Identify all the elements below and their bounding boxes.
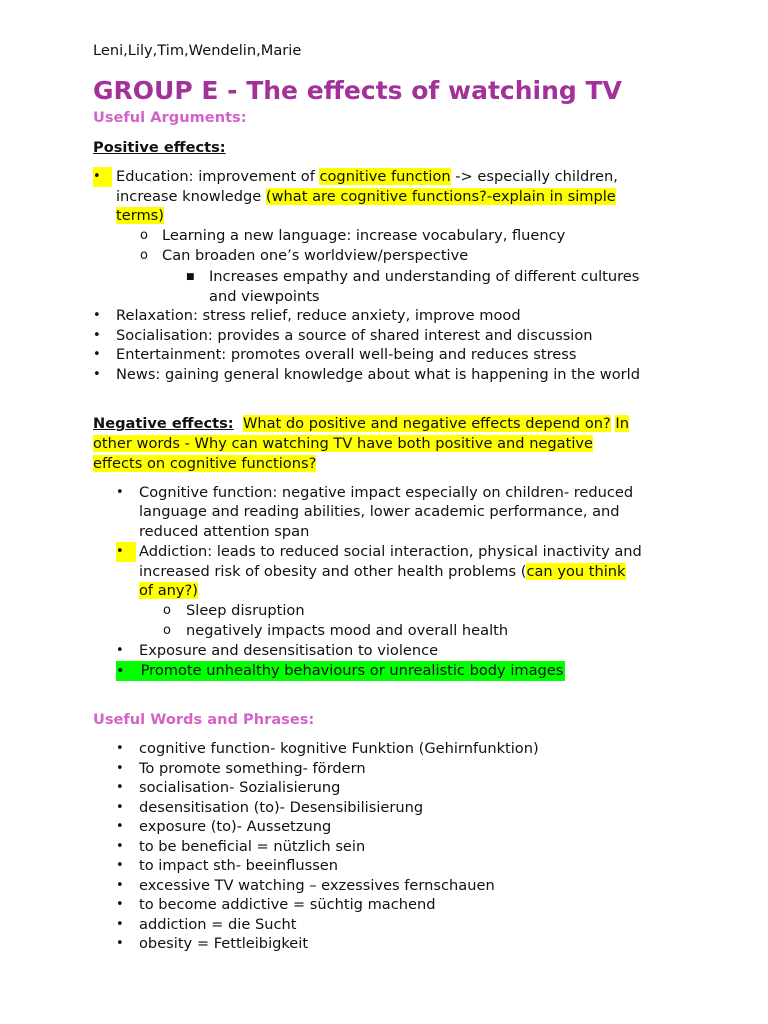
bullet: • bbox=[116, 819, 124, 834]
negative-cognitive-1: Cognitive function: negative impact especially on children- reduced bbox=[139, 484, 634, 501]
sub-bullet-o: o bbox=[140, 228, 148, 243]
education-line-3 bbox=[116, 206, 164, 226]
sub-item-worldview: Can broaden one’s worldview/perspective bbox=[162, 247, 469, 264]
positive-item-relaxation: Relaxation: stress relief, reduce anxiety, improve mood bbox=[116, 307, 521, 324]
negative-promote-highlighted bbox=[116, 661, 565, 681]
negative-cognitive-3: reduced attention span bbox=[139, 523, 310, 540]
education-line-2 bbox=[116, 187, 616, 207]
education-text-2: increase knowledge bbox=[116, 188, 266, 205]
bullet: • bbox=[93, 367, 101, 382]
bullet: • bbox=[93, 347, 101, 362]
sub-item-sleep: Sleep disruption bbox=[186, 602, 305, 619]
word-item: cognitive function- kognitive Funktion (Gehirnfunktion) bbox=[139, 740, 539, 757]
highlight-question-depend: What do positive and negative effects depend on? bbox=[242, 415, 611, 432]
education-text: Education: improvement of bbox=[116, 168, 320, 185]
highlight-in: In bbox=[615, 415, 629, 432]
bullet-addiction: • bbox=[116, 542, 136, 562]
subsub-item-empathy-2: and viewpoints bbox=[209, 288, 320, 305]
sub-bullet-o: o bbox=[163, 603, 171, 618]
negative-exposure: Exposure and desensitisation to violence bbox=[139, 642, 439, 659]
word-item: excessive TV watching – exzessives fernschauen bbox=[139, 877, 495, 894]
positive-item-socialisation: Socialisation: provides a source of shared interest and discussion bbox=[116, 327, 593, 344]
negative-addiction-1: Addiction: leads to reduced social interaction, physical inactivity and bbox=[139, 543, 642, 560]
negative-addiction-3 bbox=[139, 581, 198, 601]
bullet: • bbox=[116, 858, 124, 873]
bullet: • bbox=[116, 643, 124, 658]
bullet: • bbox=[93, 328, 101, 343]
bullet: • bbox=[116, 485, 124, 500]
word-item: to impact sth- beeinflussen bbox=[139, 857, 339, 874]
bullet: • bbox=[116, 800, 124, 815]
bullet: • bbox=[93, 308, 101, 323]
author-names: Leni,Lily,Tim,Wendelin,Marie bbox=[93, 42, 302, 59]
bullet: • bbox=[116, 839, 124, 854]
page-title: GROUP E - The effects of watching TV bbox=[93, 76, 622, 105]
sub-bullet-o: o bbox=[140, 248, 148, 263]
negative-effects-heading: Negative effects: bbox=[93, 415, 234, 432]
useful-words-heading: Useful Words and Phrases: bbox=[93, 711, 315, 728]
bullet: • bbox=[116, 662, 125, 679]
highlight-other-words: other words - Why can watching TV have both positive and negative bbox=[93, 435, 594, 452]
addiction-text: increased risk of obesity and other health problems ( bbox=[139, 563, 527, 580]
negative-question-line-2 bbox=[93, 434, 593, 454]
word-item: exposure (to)- Aussetzung bbox=[139, 818, 332, 835]
bullet: • bbox=[116, 878, 124, 893]
highlight-cognitive-function: cognitive function bbox=[319, 168, 451, 185]
useful-arguments-heading: Useful Arguments: bbox=[93, 109, 247, 126]
word-item: desensitisation (to)- Desensibilisierung bbox=[139, 799, 424, 816]
word-item: to be beneficial = nützlich sein bbox=[139, 838, 366, 855]
positive-item-entertainment: Entertainment: promotes overall well-being and reduces stress bbox=[116, 346, 577, 363]
highlight-can-you-think: can you think bbox=[526, 563, 626, 580]
bullet-education: • bbox=[93, 167, 112, 187]
word-item: obesity = Fettleibigkeit bbox=[139, 935, 309, 952]
bullet: • bbox=[116, 741, 124, 756]
word-item: addiction = die Sucht bbox=[139, 916, 297, 933]
square-bullet: ■ bbox=[186, 272, 195, 282]
bullet: • bbox=[116, 897, 124, 912]
positive-effects-heading: Positive effects: bbox=[93, 139, 226, 156]
sub-item-mood: negatively impacts mood and overall health bbox=[186, 622, 509, 639]
highlight-question-explain: (what are cognitive functions?-explain in simple bbox=[265, 188, 616, 205]
bullet: • bbox=[116, 761, 124, 776]
word-item: socialisation- Sozialisierung bbox=[139, 779, 341, 796]
negative-addiction-2 bbox=[139, 562, 626, 582]
negative-effects-line-1 bbox=[93, 414, 629, 434]
negative-question-line-3 bbox=[93, 454, 316, 474]
sub-bullet-o: o bbox=[163, 623, 171, 638]
bullet: • bbox=[116, 936, 124, 951]
negative-cognitive-2: language and reading abilities, lower academic performance, and bbox=[139, 503, 620, 520]
highlight-effects-cognitive: effects on cognitive functions? bbox=[93, 455, 317, 472]
positive-item-news: News: gaining general knowledge about what is happening in the world bbox=[116, 366, 640, 383]
highlight-terms: terms) bbox=[116, 207, 164, 224]
highlight-of-any: of any?) bbox=[139, 582, 198, 599]
word-item: To promote something- fördern bbox=[139, 760, 366, 777]
bullet: • bbox=[116, 780, 124, 795]
education-text-cont: -> especially children, bbox=[450, 168, 618, 185]
bullet: • bbox=[116, 917, 124, 932]
subsub-item-empathy-1: Increases empathy and understanding of different cultures bbox=[209, 268, 640, 285]
sub-item-language: Learning a new language: increase vocabulary, fluency bbox=[162, 227, 566, 244]
negative-promote-text: Promote unhealthy behaviours or unrealistic body images bbox=[140, 662, 564, 679]
education-line-1 bbox=[116, 167, 618, 187]
word-item: to become addictive = süchtig machend bbox=[139, 896, 436, 913]
